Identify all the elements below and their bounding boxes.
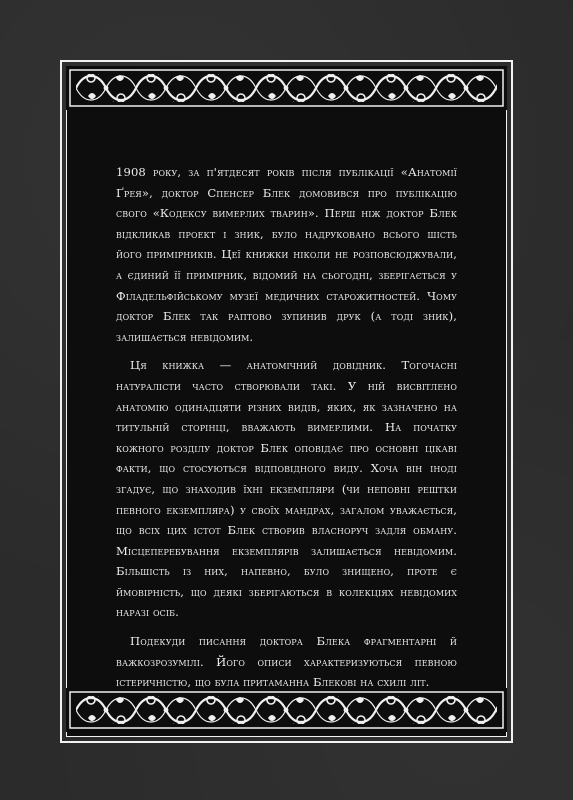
body-text (116, 162, 457, 701)
top-ornament-band (66, 66, 507, 110)
paragraph-2: Ця книжка — анатомічний довідник. Тогочасні натуралісти часто створювали такі. У ній висвітлено анатомію одинадцяти різних видів, яких, як зазначено на титульній сторінці, вважають вимерлими. На початку кожного розділу доктор Блек оповідає про основні цікаві факти, що стосуються відповідного виду. Хоча він іноді згадує, що знаходив їхні екземпляри (чи неповні рештки певного екземпляра) у своїх мандрах, загалом уважається, що всіх цих істот Блек створив власноруч задля обману. Місцеперебування екземплярів залишається невідомим. Більшість із них, напевно, було знищено, проте є ймовірність, що деякі зберігаються в колекціях невідомих наразі осіб. (116, 358, 457, 620)
paragraph-3: Подекуди писання доктора Блека фрагментарні й важкозрозумілі. Його описи характеризуються певною істеричністю, що була притаманна Блекові на схилі літ. (116, 634, 457, 690)
paragraph-1: 1908 року, за п'ятдесят років після публікації «Анатомії Ґрея», доктор Спенсер Блек домовився про публікацію свого «Кодексу вимерлих тварин». Перш ніж доктор Блек відкликав проект і зник, було надруковано всього шість його примірників. Цеї книжки ніколи не розповсюджували, а єдиний її примірник, відомий на сьогодні, зберігається у Філадельфійському музеї медичних старожитностей. Чому доктор Блек так раптово зупинив друк (а тоді зник), залишається невідомим. (116, 165, 457, 344)
floral-ornament-icon (66, 66, 507, 110)
